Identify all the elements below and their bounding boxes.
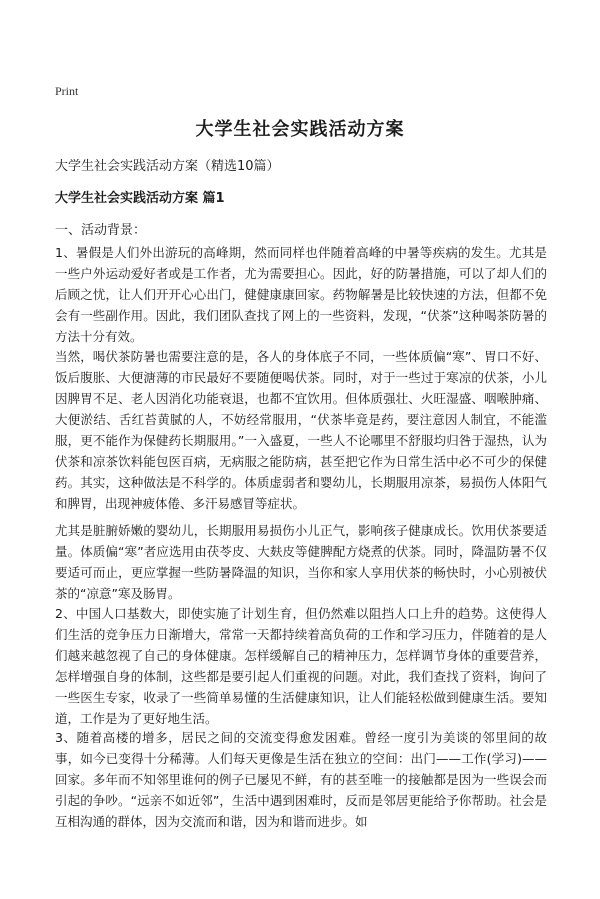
paragraph-1: 1、暑假是人们外出游玩的高峰期，然而同样也伴随着高峰的中暑等疾病的发生。尤其是一些户外运动爱好者或是工作者，尤为需要担心。因此，好的防暑措施，可以了却人们的后顾之忧，让人们开开心心出门，健健康康回家。药物解暑是比较快速的方法，但都不免会有一些副作用。因此，我们团队查找了网上的一些资料，发现，“伏茶”这种喝茶防暑的方法十分有效。 xyxy=(55,245,547,344)
document-subtitle: 大学生社会实践活动方案（精选10篇） xyxy=(55,159,280,174)
section-heading: 一、活动背景： xyxy=(55,223,147,238)
paragraph-4: 2、中国人口基数大，即使实施了计划生育，但仍然难以阻挡人口上升的趋势。这使得人们生活的竞争压力日渐增大，常常一天都持续着高负荷的工作和学习压力，伴随着的是人们越来越忽视了自己的身体健康。怎样缓解自己的精神压力，怎样调节身体的重要营养，怎样增强自身的体制，这些都是要引起人们重视的问题。对此，我们查找了资料，询问了一些医生专家，收录了一些简单易懂的生活健康知识，让人们能轻松做到健康生活。要知道，工作是为了更好地生活。 xyxy=(55,606,547,726)
paragraph-5: 3、随着高楼的增多，居民之间的交流变得愈发困难。曾经一度引为美谈的邻里间的故事，如今已变得十分稀薄。人们每天更像是生活在独立的空间：出门——工作(学习)——回家。多年而不知邻里谁何的例子已屡见不鲜，有的甚至唯一的接触都是因为一些误会而引起的争吵。“远亲不如近邻”，生活中遇到困难时，反而是邻居更能给予你帮助。社会是互相沟通的群体，因为交流而和谐，因为和谐而进步。如 xyxy=(55,730,547,829)
page-title: 大学生社会实践活动方案 xyxy=(195,119,405,140)
print-label: Print xyxy=(55,84,79,98)
paragraph-2: 当然，喝伏茶防暑也需要注意的是，各人的身体底子不同，一些体质偏“寒”、胃口不好、饭后腹胀、大便溏薄的市民最好不要随便喝伏茶。同时，对于一些过于寒凉的伏茶，小儿因脾胃不足、老人因消化功能衰退，也都不宜饮用。但体质强壮、火旺湿盛、咽喉肿痛、大便淤结、舌红苔黄腻的人，不妨经常服用，“伏茶毕竟是药，要注意因人制宜，不能滥服，更不能作为保健药长期服用。”一入盛夏，一些人不论哪里不舒服均归咎于湿热，认为伏茶和凉茶饮料能包医百病，无病服之能防病，甚至把它作为日常生活中必不可少的保健药。其实，这种做法是不科学的。体质虚弱者和婴幼儿，长期服用凉茶，易损伤人体阳气和脾胃，出现神疲体倦、多汗易感冒等症状。 xyxy=(55,349,547,511)
section-title: 大学生社会实践活动方案 篇1 xyxy=(55,191,225,206)
paragraph-3: 尤其是脏腑娇嫩的婴幼儿，长期服用易损伤小儿正气，影响孩子健康成长。饮用伏茶要适量。体质偏“寒”者应选用由茯苓皮、大麸皮等健脾配方烧煮的伏茶。同时，降温防暑不仅要适可而止，更应掌握一些防暑降温的知识，当你和家人享用伏茶的畅快时，小心别被伏茶的“凉意”寒及肠胃。 xyxy=(55,523,547,601)
